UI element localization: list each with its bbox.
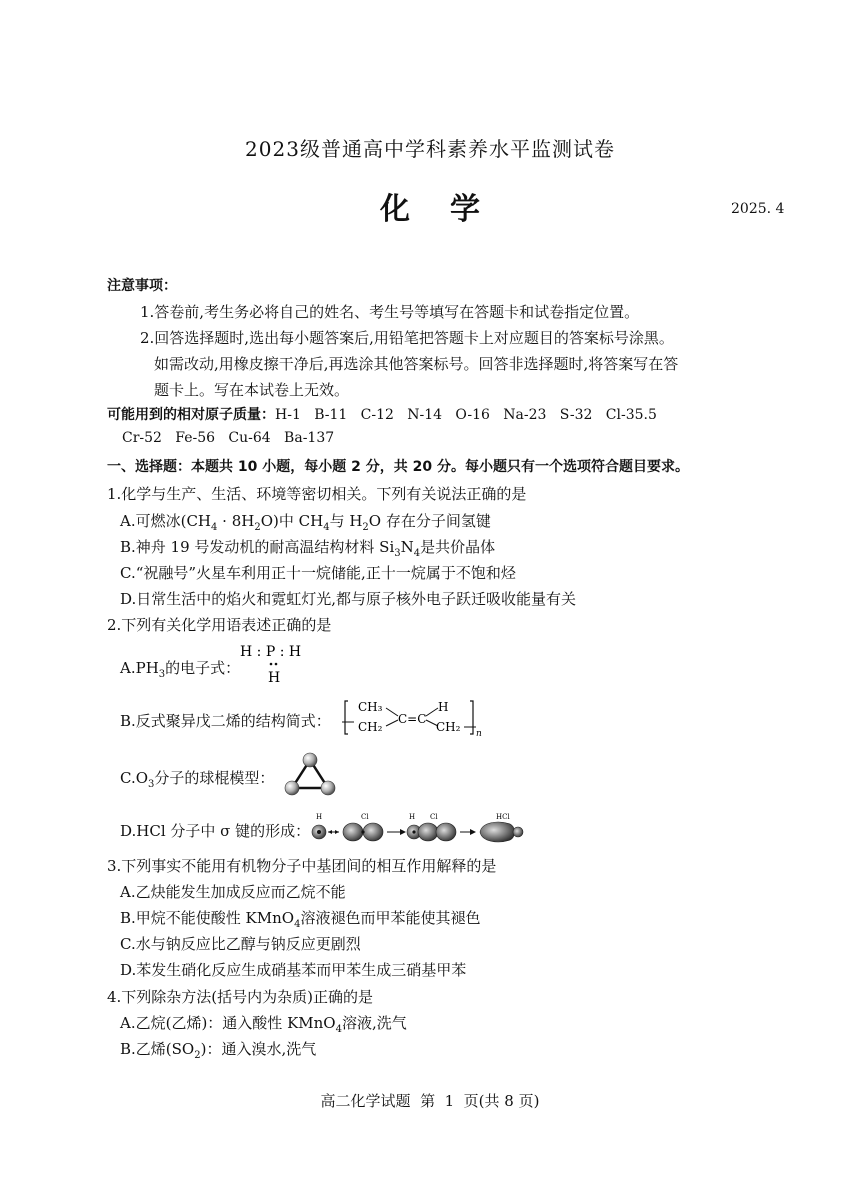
notice-heading: 注意事项：: [107, 278, 177, 294]
exam-date: 2025. 4: [731, 201, 785, 217]
q1-stem: 1.化学与生产、生活、环境等密切相关。下列有关说法正确的是: [107, 485, 527, 503]
page-footer: 高二化学试题 第 1 页(共 8 页): [320, 1092, 540, 1110]
sigma-h-label: H: [316, 813, 323, 821]
q1-option-a: A.可燃冰$(CH_4 \cdot 8H_2O)$中 $CH_4$与 $H_2O$ 存在分子间氢键: [120, 512, 491, 533]
notice-item-2-cont: 如需改动,用橡皮擦干净后,再选涂其他答案标号。回答非选择题时,将答案写在答: [154, 355, 679, 373]
oxygen-atom: [321, 781, 335, 795]
q2-option-c: $C.O_3$分子的球棍模型：: [120, 769, 275, 790]
q1-option-c: C.“祝融号”火星车利用正十一烷储能,正十一烷属于不饱和烃: [120, 564, 516, 582]
bond-line: [386, 720, 398, 726]
notice-item-1: 1.答卷前,考生务必将自己的姓名、考生号等填写在答题卡和试卷指定位置。: [140, 303, 640, 321]
sigma-hcl-label: HCl: [496, 813, 510, 821]
q2-stem: 2.下列有关化学用语表述正确的是: [107, 616, 332, 634]
sigma-cl2-label: Cl: [430, 813, 438, 821]
cl-p-orbital-lobe: [343, 823, 363, 841]
q1-option-d: D.日常生活中的焰火和霓虹灯光,都与原子核外电子跃迁吸收能量有关: [120, 590, 577, 608]
subject-title: 化学: [380, 192, 520, 227]
section-heading: 一、选择题：本题共 10 小题，每小题 2 分，共 20 分。每小题只有一个选项符合题目要求。: [107, 459, 689, 475]
atomic-masses-line2: Cr-52 Fe-56 Cu-64 Ba-137: [122, 430, 335, 446]
right-bracket: [470, 701, 473, 734]
lone-pair-dot: [270, 663, 273, 666]
h-label: H: [438, 700, 449, 714]
exam-title: 2023级普通高中学科素养水平监测试卷: [245, 137, 615, 161]
atomic-masses: 可能用到的相对原子质量：H-1 B-11 C-12 N-14 O-16 Na-23 S-32 Cl-35.5: [107, 407, 657, 423]
ch2-left-label: CH₂: [358, 720, 383, 734]
sigma-cl-label: Cl: [361, 813, 369, 821]
q4-stem: 4.下列除杂方法(括号内为杂质)正确的是: [107, 988, 374, 1006]
oxygen-atom: [303, 753, 317, 767]
q3-option-d: D.苯发生硝化反应生成硝基苯而甲苯生成三硝基甲苯: [120, 961, 467, 979]
ph3-lewis-structure: [238, 638, 328, 688]
lewis-top-text: H : P : H: [240, 644, 302, 660]
o3-ball-stick-model: [282, 750, 338, 800]
q3-option-c: C.水与钠反应比乙醇与钠反应更剧烈: [120, 935, 361, 953]
notice-item-2: 2.回答选择题时,选出每小题答案后,用铅笔把答题卡上对应题目的答案标号涂黑。: [140, 329, 674, 347]
left-bracket: [345, 701, 348, 734]
hcl-sigma-orbital: [480, 822, 515, 842]
q1-option-b: B.神舟 19 号发动机的耐高温结构材料 $Si_3N_4$是共价晶体: [120, 538, 496, 559]
sigma-h2-label: H: [409, 813, 416, 821]
double-bond-label: C=C: [398, 712, 427, 726]
oxygen-atom: [285, 781, 299, 795]
atomic-masses-line1: H-1 B-11 C-12 N-14 O-16 Na-23 S-32 Cl-35.5: [275, 407, 657, 423]
arrow-icon: [470, 829, 476, 835]
q4-option-a: A.乙烷(乙烯)：通入酸性 KMnO$_4$溶液,洗气: [120, 1014, 407, 1035]
hcl-sigma-bond-diagram: [306, 810, 531, 846]
cl-p-orbital-lobe: [363, 823, 383, 841]
bond-line: [426, 708, 438, 716]
notice-item-2-end: 题卡上。写在本试卷上无效。: [154, 381, 350, 399]
q2-option-a: $A.PH_3$的电子式：: [120, 659, 241, 680]
q3-option-b: B.甲烷不能使酸性 KMnO$_4$溶液褪色而甲苯能使其褪色: [120, 909, 481, 930]
q3-stem: 3.下列事实不能用有机物分子中基团间的相互作用解释的是: [107, 857, 497, 875]
lewis-bottom-text: H: [268, 670, 281, 686]
q3-option-a: A.乙炔能发生加成反应而乙烷不能: [120, 883, 346, 901]
ch2-right-label: CH₂: [436, 720, 461, 734]
ch3-label: CH₃: [358, 700, 383, 714]
q4-option-b: B.乙烯$(SO_2)$：通入溴水,洗气: [120, 1040, 317, 1061]
bond-line: [386, 708, 398, 716]
q2-option-d: D.HCl 分子中 σ 键的形成：: [120, 822, 311, 840]
q2-option-b: B.反式聚异戊二烯的结构简式：: [120, 712, 331, 730]
subscript-n: n: [476, 729, 482, 739]
lone-pair-dot: [275, 663, 278, 666]
arrow-icon: [400, 829, 406, 835]
trans-polyisoprene-structure: [342, 696, 492, 740]
